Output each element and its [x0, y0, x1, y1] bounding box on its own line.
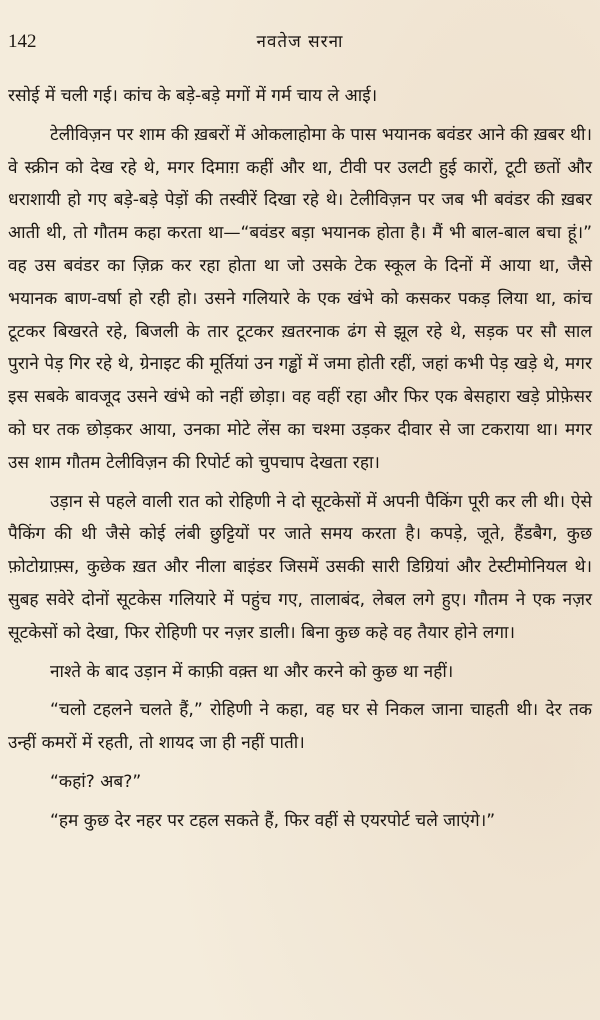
paragraph: उड़ान से पहले वाली रात को रोहिणी ने दो सूटकेसों में अपनी पैकिंग पूरी कर ली थी। ऐसे पैकिंग की थी जैसे कोई लंबी छुट्टियों पर जाते समय करता है। कपड़े, जूते, हैंडबैग, कुछ फ़ोटोग्राफ़्स, कुछेक ख़त और नीला बाइंडर जिसमें उसकी सारी डिग्रियां और टेस्टीमोनियल थे। सुबह सवेरे दोनों सूटकेस गलियारे में पहुंच गए, तालाबंद, लेबल लगे हुए। गौतम ने एक नज़र सूटकेसों को देखा, फिर रोहिणी पर नज़र डाली। बिना कुछ कहे वह तैयार होने लगा। — [8, 491, 592, 643]
body-text — [8, 80, 592, 838]
paragraph: “चलो टहलने चलते हैं,” रोहिणी ने कहा, वह घर से निकल जाना चाहती थी। देर तक उन्हीं कमरों में रहती, तो शायद जा ही नहीं पाती। — [8, 700, 592, 754]
paragraph: “कहां? अब?” — [50, 771, 142, 792]
running-head: नवतेज सरना — [256, 32, 344, 52]
page-header — [0, 28, 600, 56]
page-number: 142 — [8, 31, 37, 52]
paragraph: “हम कुछ देर नहर पर टहल सकते हैं, फिर वहीं से एयरपोर्ट चले जाएंगे।” — [50, 810, 496, 831]
paragraph: टेलीविज़न पर शाम की ख़बरों में ओकलाहोमा के पास भयानक बवंडर आने की ख़बर थी। वे स्क्रीन को देख रहे थे, मगर दिमाग़ कहीं और था, टीवी पर उलटी हुई कारों, टूटी छतों और धराशायी हो गए बड़े-बड़े पेड़ों की तस्वीरें दिखा रहे थे। टेलीविज़न पर जब भी बवंडर की ख़बर आती थी, तो गौतम कहा करता था—“बवंडर बड़ा भयानक होता है। मैं भी बाल-बाल बचा हूं।” वह उस बवंडर का ज़िक्र कर रहा होता था जो उसके टेक स्कूल के दिनों में आया था, जैसे भयानक बाण-वर्षा हो रही हो। उसने गलियारे के एक खंभे को कसकर पकड़ लिया था, कांच टूटकर बिखरते रहे, बिजली के तार टूटकर ख़तरनाक ढंग से झूल रहे थे, सड़क पर सौ साल पुराने पेड़ गिर रहे थे, ग्रेनाइट की मूर्तियां उन गड्ढों में जमा होती रहीं, जहां कभी पेड़ खड़े थे, मगर इस सबके बावजूद उसने खंभे को नहीं छोड़ा। वह वहीं रहा और फिर एक बेसहारा खड़े प्रोफ़ेसर को घर तक छोड़कर आया, उनका मोटे लेंस का चश्मा उड़कर दीवार से जा टकराया था। मगर उस शाम गौतम टेलीविज़न की रिपोर्ट को चुपचाप देखता रहा। — [8, 124, 592, 473]
paragraph: रसोई में चली गई। कांच के बड़े-बड़े मगों में गर्म चाय ले आई। — [8, 86, 378, 106]
paragraph: नाश्ते के बाद उड़ान में काफ़ी वक़्त था और करने को कुछ था नहीं। — [50, 661, 454, 682]
